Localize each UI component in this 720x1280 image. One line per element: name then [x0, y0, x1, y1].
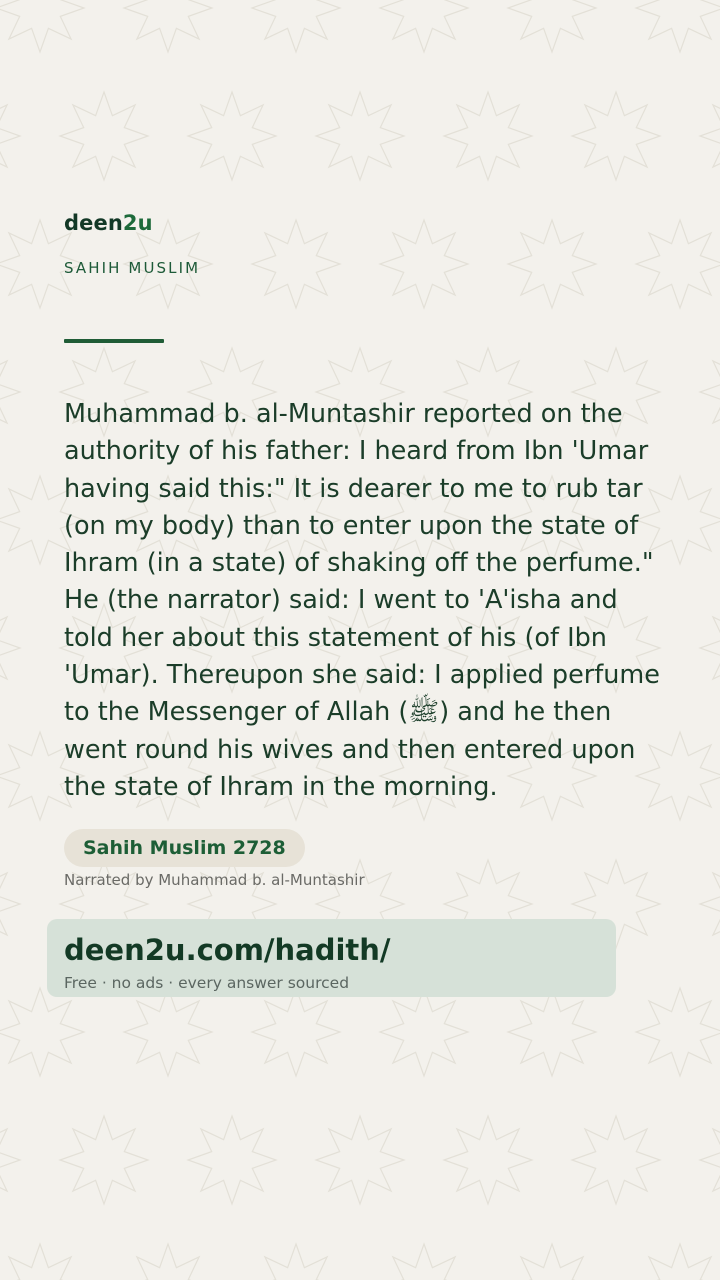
- brand-logo: [64, 211, 153, 235]
- brand-name-suffix: 2u: [122, 211, 153, 235]
- divider: [64, 339, 164, 343]
- hadith-text: Muhammad b. al-Muntashir reported on the authority of his father: I heard from Ibn 'Umar having said this:" It is dearer to me to rub tar (on my body) than to enter upon the state of Ihram (in a state) of shaking off the perfume." He (the narrator) said: I went to 'A'isha and told her about this statement of his (of Ibn 'Umar). Thereupon she said: I applied perfume to the Messenger of Allah (ﷺ) and he then went round his wives and then entered upon the state of Ihram in the morning.: [64, 399, 660, 802]
- brand-name-prefix: deen: [64, 211, 123, 235]
- reference-badge: Sahih Muslim 2728: [64, 829, 305, 867]
- narrator-text: Narrated by Muhammad b. al-Muntashir: [64, 871, 365, 889]
- cta-card[interactable]: [47, 919, 616, 997]
- cta-tagline: Free · no ads · every answer sourced: [64, 974, 350, 992]
- collection-label: SAHIH MUSLIM: [64, 259, 201, 277]
- cta-url-link[interactable]: deen2u.com/hadith/: [64, 933, 391, 967]
